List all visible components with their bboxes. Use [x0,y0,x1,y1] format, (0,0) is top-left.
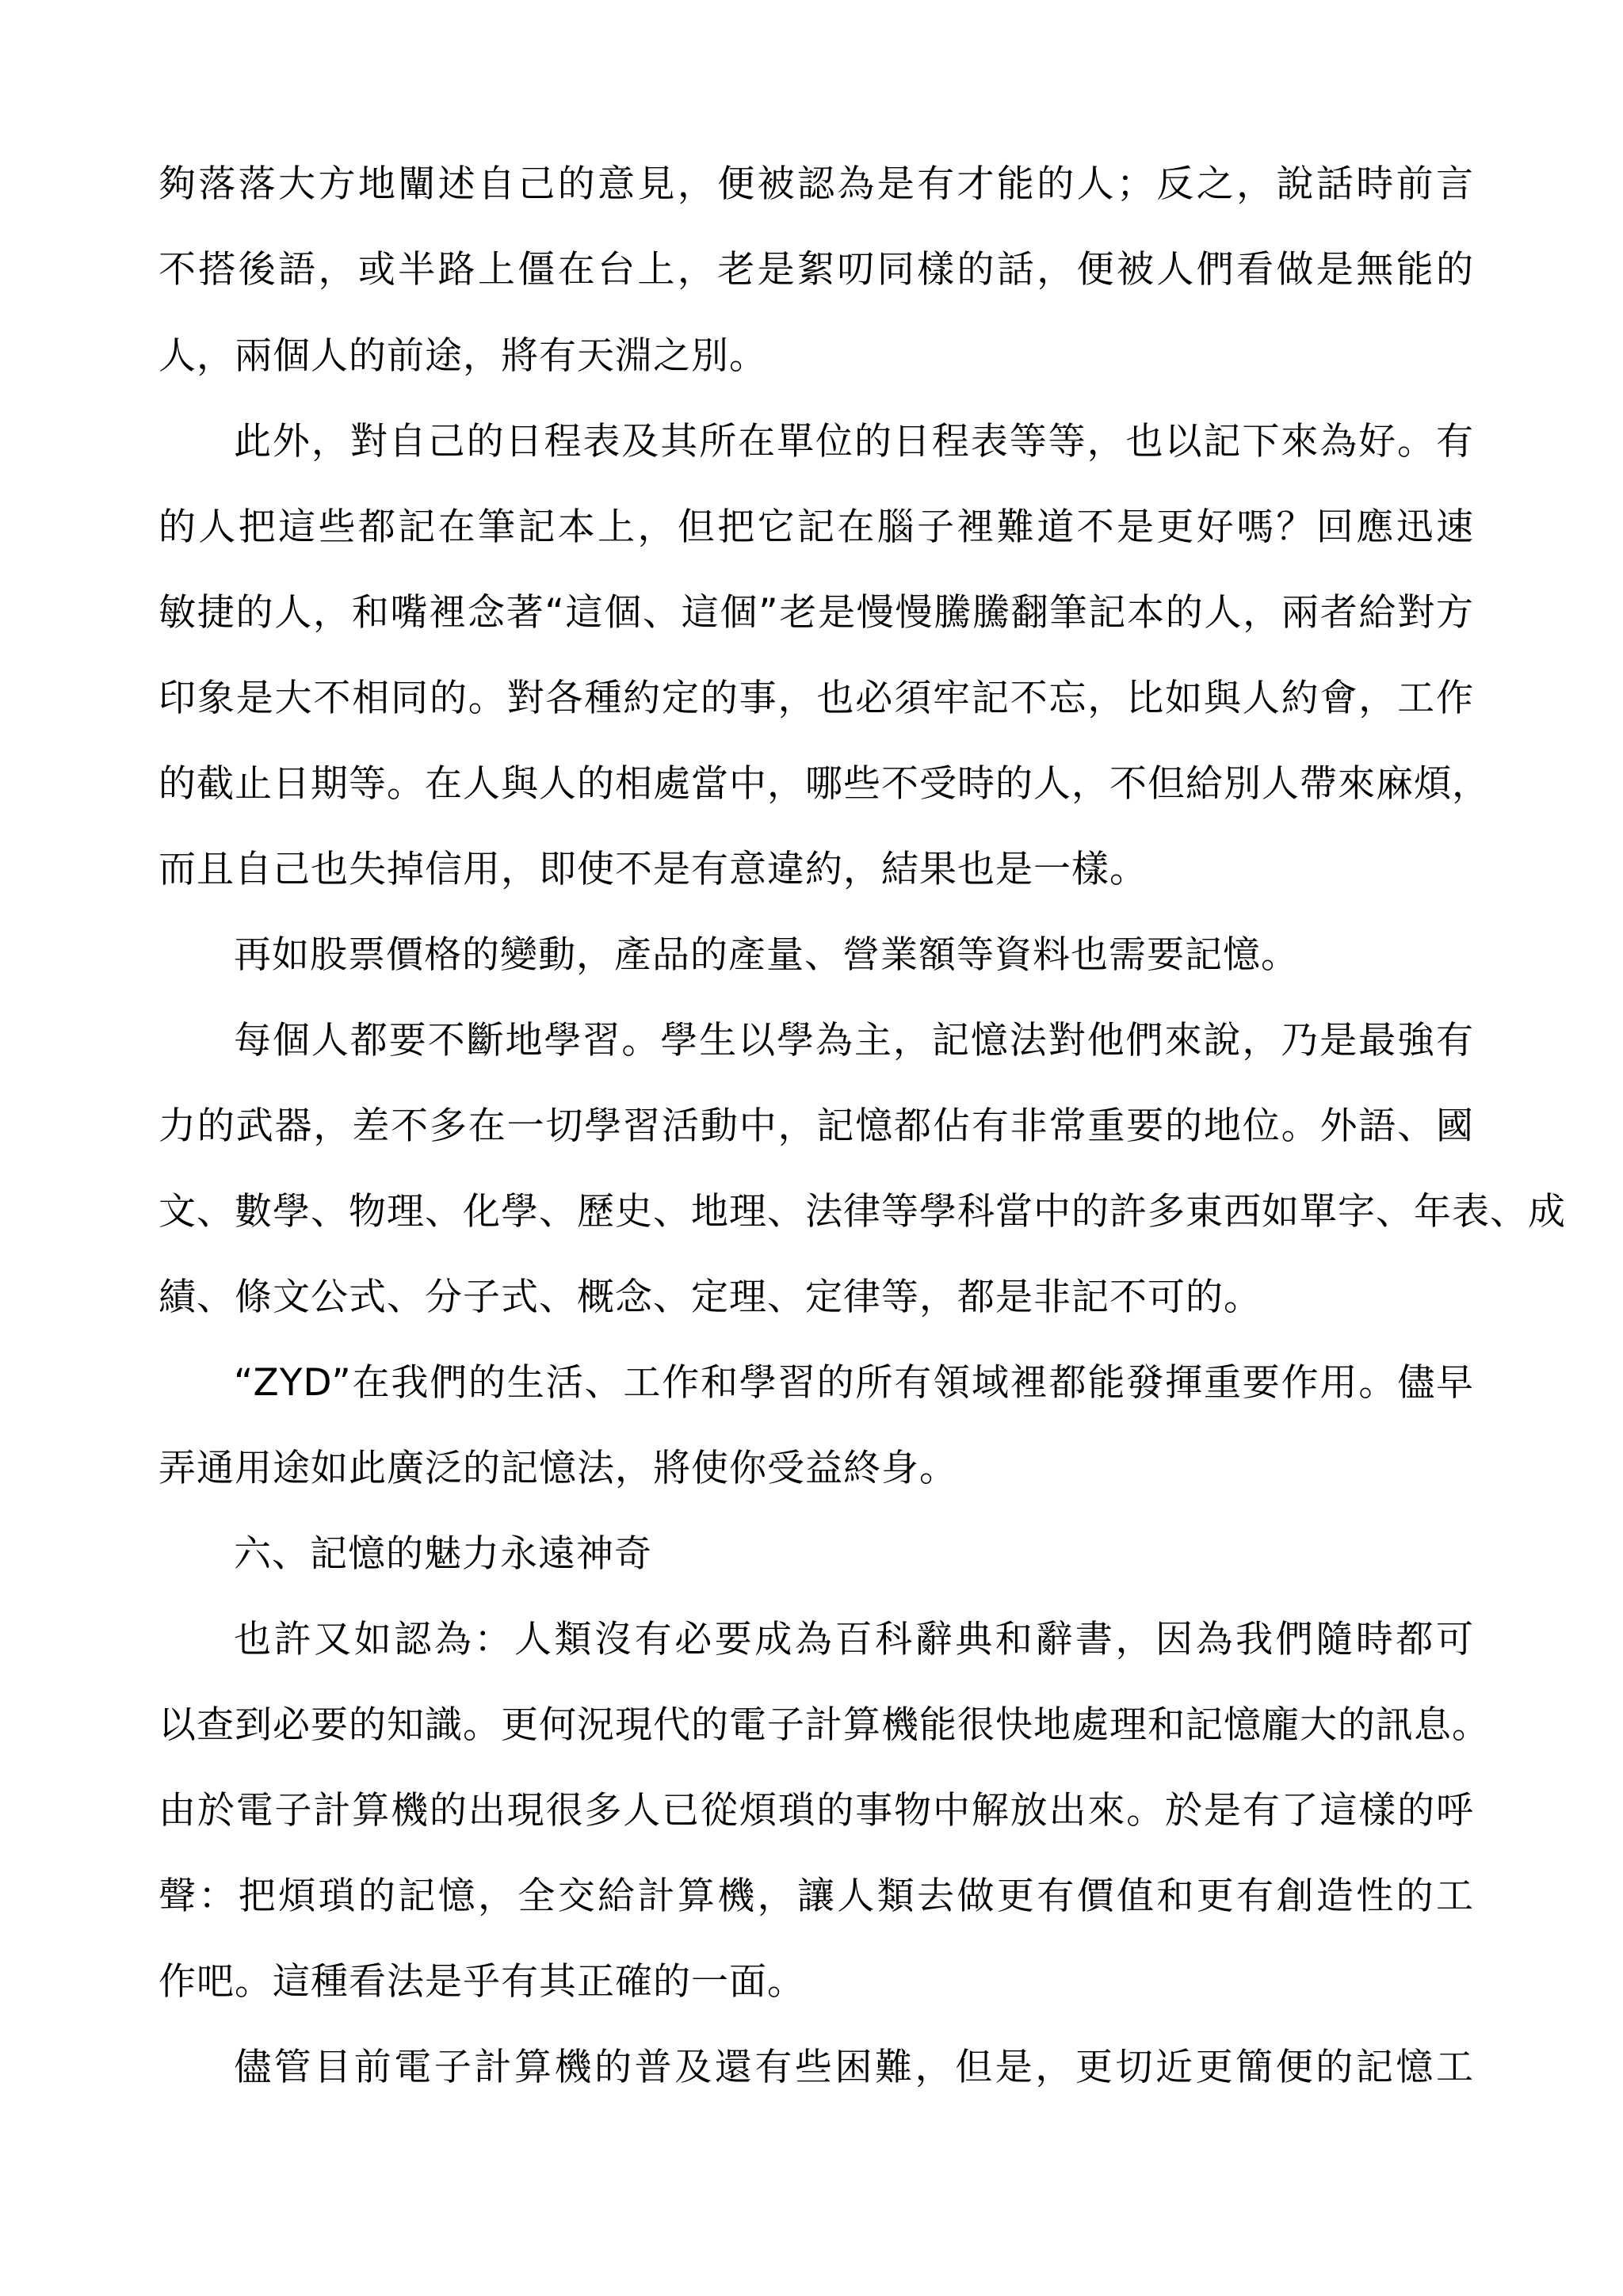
text-line: 人，兩個人的前途，將有天淵之別。 [158,334,767,378]
text-line: 以查到必要的知識。更何況現代的電子計算機能很快地處理和記憶龐大的訊息。 [158,1703,1490,1747]
text-line: 績、條文公式、分子式、概念、定理、定律等，都是非記不可的。 [158,1276,1262,1319]
text-line: 夠落落大方地闡述自己的意見，便被認為是有才能的人；反之，說話時前言 [158,162,1474,206]
text-line: 文、數學、物理、化學、歷史、地理、法律等學科當中的許多東西如單字、年表、成 [158,1190,1566,1234]
text-line: 儘管目前電子計算機的普及還有些困難，但是，更切近更簡便的記憶工 [234,2046,1474,2089]
section-heading: 六、記憶的魅力永遠神奇 [234,1532,652,1576]
text-line: 不搭後語，或半路上僵在台上，老是絮叨同樣的話，便被人們看做是無能的 [158,248,1474,292]
text-line: 聲：把煩瑣的記憶，全交給計算機，讓人類去做更有價值和更有創造性的工 [158,1875,1474,1918]
text-line: 每個人都要不斷地學習。學生以學為主，記憶法對他們來說，乃是最強有 [234,1019,1474,1062]
text-line: 此外，對自己的日程表及其所在單位的日程表等等，也以記下來為好。有 [234,420,1474,463]
text-line: 敏捷的人，和嘴裡念著“這個、這個”老是慢慢騰騰翻筆記本的人，兩者給對方 [158,591,1474,635]
text-line: 作吧。這種看法是乎有其正確的一面。 [158,1960,805,2004]
text-line: 弄通用途如此廣泛的記憶法，將使你受益終身。 [158,1447,957,1490]
text-line: “ZYD”在我們的生活、工作和學習的所有領域裡都能發揮重要作用。儘早 [234,1361,1474,1405]
text-line: 印象是大不相同的。對各種約定的事，也必須牢記不忘，比如與人約會，工作 [158,677,1474,720]
text-line: 由於電子計算機的出現很多人已從煩瑣的事物中解放出來。於是有了這樣的呼 [158,1789,1474,1833]
text-line: 力的武器，差不多在一切學習活動中，記憶都佔有非常重要的地位。外語、國 [158,1104,1474,1148]
text-line: 也許又如認為：人類沒有必要成為百科辭典和辭書，因為我們隨時都可 [234,1618,1474,1661]
text-line: 再如股票價格的變動，產品的產量、營業額等資料也需要記憶。 [234,933,1299,977]
text-line: 而且自己也失掉信用，即使不是有意違約，結果也是一樣。 [158,848,1148,891]
text-line: 的人把這些都記在筆記本上，但把它記在腦子裡難道不是更好嗎？回應迅速 [158,505,1474,549]
text-line: 的截止日期等。在人與人的相處當中，哪些不受時的人，不但給別人帶來麻煩， [158,762,1490,806]
